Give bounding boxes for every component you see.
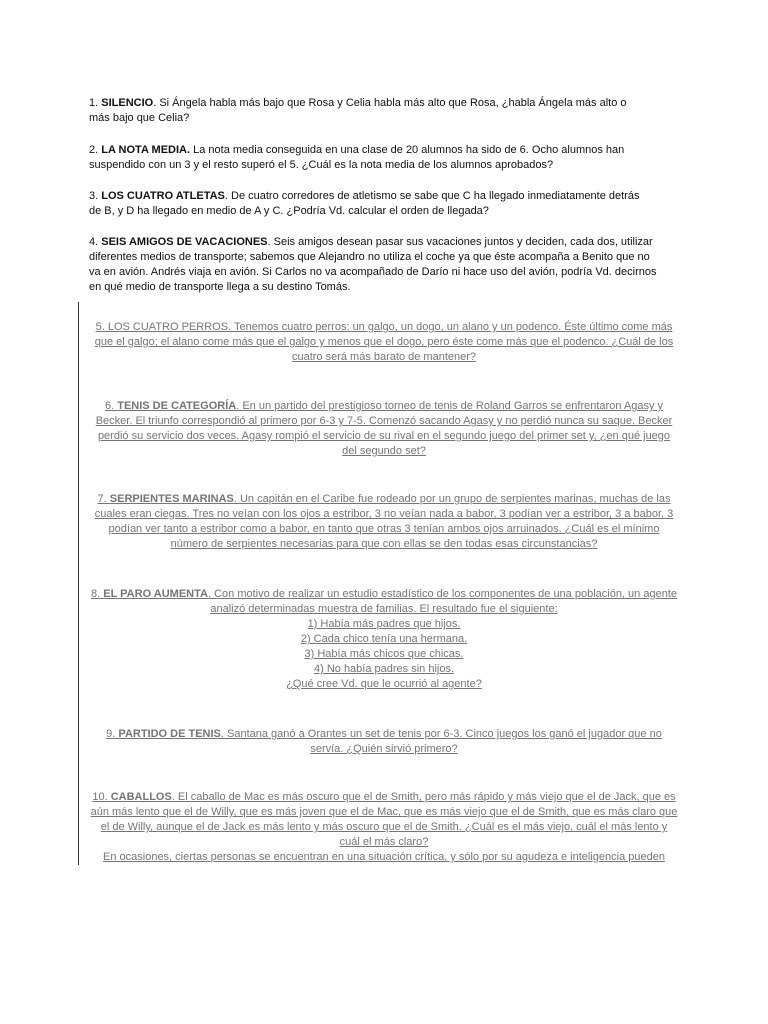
problem-6-text: . En un partido del prestigioso torneo de tenis de Roland Garros se enfrentaron Agasy y Becker. El triunfo correspondió al primero por 6-3 y 7-5. Comenzó sacando Agasy y no perdió nunca su saque. Becker perdió su servicio dos veces. Agasy rompió el servicio de su rival en el segundo juego del primer set y, ¿en qué juego del segundo set? <box>95 400 673 457</box>
problem-4-title: SEIS AMIGOS DE VACACIONES <box>101 236 268 248</box>
problem-1-number: 1. <box>89 97 99 109</box>
problem-2 <box>89 143 659 173</box>
problem-8 <box>90 587 678 692</box>
problem-7-number: 7. <box>97 493 107 505</box>
problem-10-title: CABALLOS <box>110 791 172 803</box>
problem-3-text: . De cuatro corredores de atletismo se sabe que C ha llegado inmediatamente detrás de B, y D ha llegado en medio de A y C. ¿Podría Vd. calcular el orden de llegada? <box>89 190 640 217</box>
problem-2-number: 2. <box>89 144 99 156</box>
problem-8-question: ¿Qué cree Vd. que le ocurrió al agente? <box>286 678 482 690</box>
problem-1-text: . Si Ángela habla más bajo que Rosa y Celia habla más alto que Rosa, ¿habla Ángela más alto o más bajo que Celia? <box>89 97 627 124</box>
margin-rule <box>78 302 79 865</box>
problem-4-text: . Seis amigos desean pasar sus vacaciones juntos y deciden, cada dos, utilizar diferentes medios de transporte; sabemos que Alejandro no utiliza el coche ya que éste acompaña a Benito que no va en avión. Andrés viaja en avión. Si Carlos no va acompañado de Darío ni hace uso del avión, podría Vd. decirnos en qué medio de transporte llega a su destino Tomás. <box>89 236 657 293</box>
problem-9 <box>90 727 678 757</box>
problem-9-title: PARTIDO DE TENIS <box>118 728 221 740</box>
problem-3-title: LOS CUATRO ATLETAS <box>101 190 225 202</box>
problem-6-number: 6. <box>104 400 115 412</box>
problem-4-number: 4. <box>89 236 99 248</box>
problem-2-text: La nota media conseguida en una clase de 20 alumnos ha sido de 6. Ocho alumnos han suspendido con un 3 y el resto superó el 5. ¿Cuál es la nota media de los alumnos aprobados? <box>89 144 625 171</box>
problem-8-number: 8. <box>91 588 101 600</box>
problem-8-item-3: 3) Había más chicos que chicas. <box>304 648 464 660</box>
problem-5-text: 5. LOS CUATRO PERROS. Tenemos cuatro perros: un galgo, un dogo, un alano y un podenco. Éste último come más que el galgo; el alano come más que el galgo y menos que el dogo, pero éste come más que el podenco. ¿Cuál de los cuatro será más barato de mantener? <box>94 321 674 363</box>
problem-7-text: . Un capitán en el Caribe fue rodeado por un grupo de serpientes marinas, muchas de las cuales eran ciegas. Tres no veían con los ojos a estribor, 3 no veían nada a babor, 3 podían ver a estribor, 3 a babor, 3 podían ver tanto a estribor como a babor, en tanto que otras 3 tenían ambos ojos arruinados. ¿Cuál es el mínimo número de serpientes necesarias para que con ellas se den todas esas circunstancias? <box>94 493 674 550</box>
problem-5 <box>90 320 678 365</box>
problem-9-text: . Santana ganó a Orantes un set de tenis por 6-3. Cinco juegos los ganó el jugador que no servía. ¿Quién sirvió primero? <box>220 728 662 755</box>
problem-6-title: TENIS DE CATEGORÍA <box>117 400 237 412</box>
problem-8-item-2: 2) Cada chico tenía una hermana. <box>300 633 468 645</box>
problem-3-number: 3. <box>89 190 99 202</box>
problem-1-title: SILENCIO <box>101 97 154 109</box>
problem-2-title: LA NOTA MEDIA. <box>101 144 191 156</box>
problem-6 <box>90 399 678 459</box>
problem-10 <box>90 790 678 865</box>
problem-3 <box>89 189 649 219</box>
problem-4 <box>89 235 659 295</box>
continuation-text: En ocasiones, ciertas personas se encuentran en una situación crítica, y sólo por su agudeza e inteligencia pueden <box>103 851 665 863</box>
problem-8-title: EL PARO AUMENTA <box>103 588 208 600</box>
problem-8-item-4: 4) No había padres sin hijos. <box>313 663 455 675</box>
problem-1 <box>89 96 649 126</box>
problem-8-text: . Con motivo de realizar un estudio estadístico de los componentes de una población, un agente analizó determinadas muestra de familias. El resultado fue el siguiente: <box>207 588 677 615</box>
problem-7 <box>90 492 678 552</box>
problem-10-text: . El caballo de Mac es más oscuro que el de Smith, pero más rápido y más viejo que el de Jack, que es aún más lento que el de Willy, que es más joven que el de Mac, que es más viejo que el de Smith, que es más claro que el de Willy, aunque el de Jack es más lento y más oscuro que el de Smith. ¿Cuál es el más viejo, cuál el más lento y cuál el más claro? <box>90 791 678 848</box>
problem-7-title: SERPIENTES MARINAS <box>109 493 234 505</box>
problem-8-item-1: 1) Había más padres que hijos. <box>307 618 461 630</box>
problem-10-number: 10. <box>92 791 108 803</box>
problem-9-number: 9. <box>106 728 116 740</box>
